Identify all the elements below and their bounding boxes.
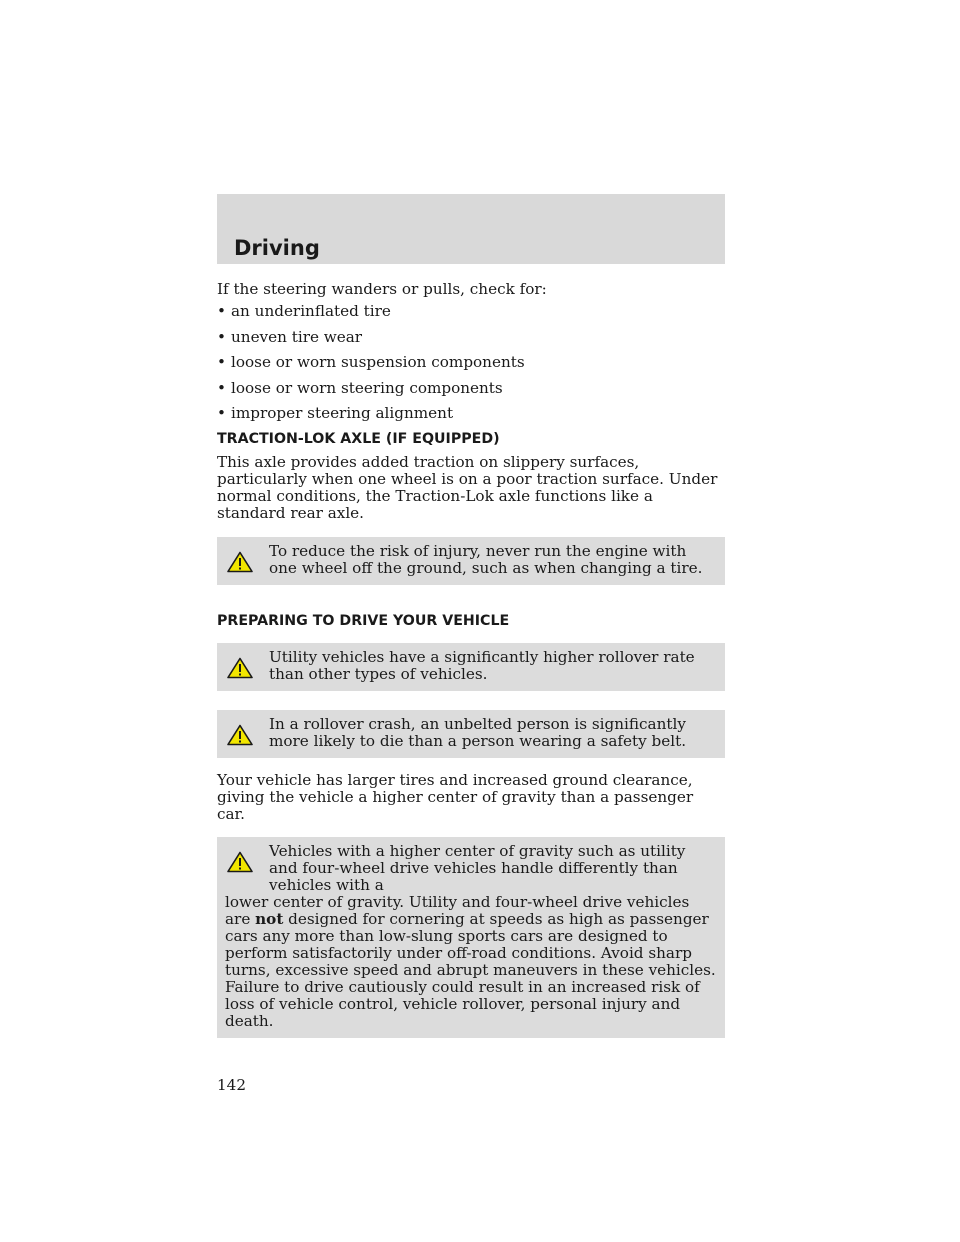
page-number: 142 (217, 1076, 246, 1094)
bullet-glyph: • (217, 378, 226, 397)
warning-triangle-icon (227, 657, 253, 679)
bullet-glyph: • (217, 327, 226, 346)
warning-text-lead: Vehicles with a higher center of gravity such as utility and four-wheel drive vehicles handle differently than vehicles with a (269, 841, 686, 894)
traction-lok-body: This axle provides added traction on slippery surfaces, particularly when one wheel is on a poor traction surface. Under normal conditions, the Traction-Lok axle functions like a standard rear axle. (217, 452, 718, 522)
warning-triangle-icon (227, 851, 253, 873)
section-header (217, 194, 725, 264)
center-of-gravity-body: Your vehicle has larger tires and increased ground clearance, giving the vehicle a higher center of gravity than a passenger car. (217, 770, 694, 823)
page-content (217, 281, 725, 1038)
steering-intro: If the steering wanders or pulls, check for: (217, 280, 547, 298)
warning-box-traction (217, 537, 725, 585)
list-item: • loose or worn suspension components (217, 353, 525, 372)
warning-box-rollover-rate (217, 643, 725, 691)
list-item: • an underinflated tire (217, 302, 391, 320)
warning-text: Utility vehicles have a significantly higher rollover rate than other types of vehicles. (269, 647, 695, 683)
preparing-heading: PREPARING TO DRIVE YOUR VEHICLE (217, 612, 510, 629)
warning-triangle-icon (227, 551, 253, 573)
bullet-glyph: • (217, 404, 226, 423)
list-item: • uneven tire wear (217, 327, 363, 346)
bullet-glyph: • (217, 302, 226, 320)
warning-box-handling (217, 837, 725, 1038)
warning-box-unbelted (217, 710, 725, 758)
emphasis-not: not (255, 909, 284, 928)
warning-text: In a rollover crash, an unbelted person is significantly more likely to die than a person wearing a safety belt. (269, 714, 687, 750)
warning-text: To reduce the risk of injury, never run the engine with one wheel off the ground, such as when changing a tire. (269, 541, 703, 577)
section-title: Driving (234, 236, 320, 260)
warning-triangle-icon (227, 724, 253, 746)
traction-lok-heading: TRACTION-LOK AXLE (IF EQUIPPED) (217, 430, 500, 447)
bullet-glyph: • (217, 353, 226, 372)
list-item: • improper steering alignment (217, 404, 454, 423)
warning-text-continued: lower center of gravity. Utility and four-wheel drive vehicles are not designed for cornering at speeds as high as passenger cars any more than low-slung sports cars are designed to perform satisfactorily under off-road conditions. Avoid sharp turns, excessive speed and abrupt maneuvers in these vehicles. Failure to drive cautiously could result in an increased risk of loss of vehicle control, vehicle rollover, personal injury and death. (225, 892, 716, 1030)
steering-checklist (217, 303, 725, 422)
list-item: • loose or worn steering components (217, 378, 503, 397)
